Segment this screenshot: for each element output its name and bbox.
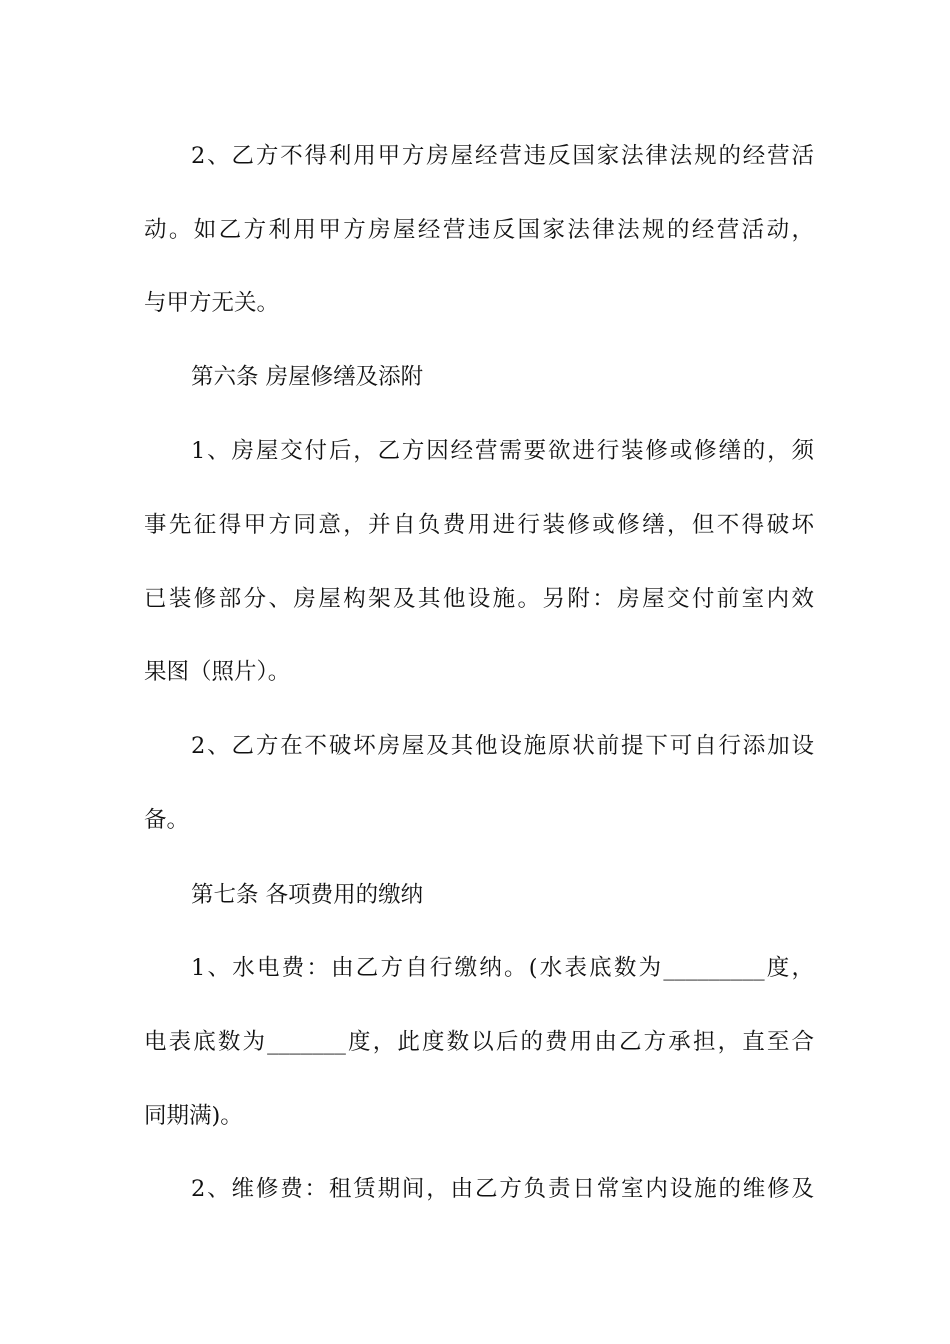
paragraph-line: 1、水电费：由乙方自行缴纳。(水表底数为_________度， bbox=[191, 955, 814, 981]
paragraph-line: 2、维修费：租赁期间，由乙方负责日常室内设施的维修及 bbox=[191, 1176, 814, 1202]
paragraph-line: 同期满)。 bbox=[144, 1103, 243, 1129]
paragraph-line: 果图（照片）。 bbox=[144, 659, 291, 685]
paragraph-line: 动。如乙方利用甲方房屋经营违反国家法律法规的经营活动， bbox=[144, 217, 814, 243]
paragraph-line: 1、房屋交付后，乙方因经营需要欲进行装修或修缮的，须 bbox=[191, 438, 814, 464]
paragraph-line: 电表底数为_______度，此度数以后的费用由乙方承担，直至合 bbox=[144, 1029, 814, 1055]
paragraph-line: 2、乙方在不破坏房屋及其他设施原状前提下可自行添加设 bbox=[191, 733, 814, 759]
section-heading: 第七条 各项费用的缴纳 bbox=[191, 882, 424, 908]
paragraph-line: 事先征得甲方同意，并自负费用进行装修或修缮，但不得破坏 bbox=[144, 512, 814, 538]
paragraph-line: 备。 bbox=[144, 807, 190, 833]
section-heading: 第六条 房屋修缮及添附 bbox=[191, 364, 424, 390]
paragraph-line: 2、乙方不得利用甲方房屋经营违反国家法律法规的经营活 bbox=[191, 143, 814, 169]
paragraph-line: 已装修部分、房屋构架及其他设施。另附：房屋交付前室内效 bbox=[144, 586, 814, 612]
paragraph-line: 与甲方无关。 bbox=[144, 290, 280, 316]
